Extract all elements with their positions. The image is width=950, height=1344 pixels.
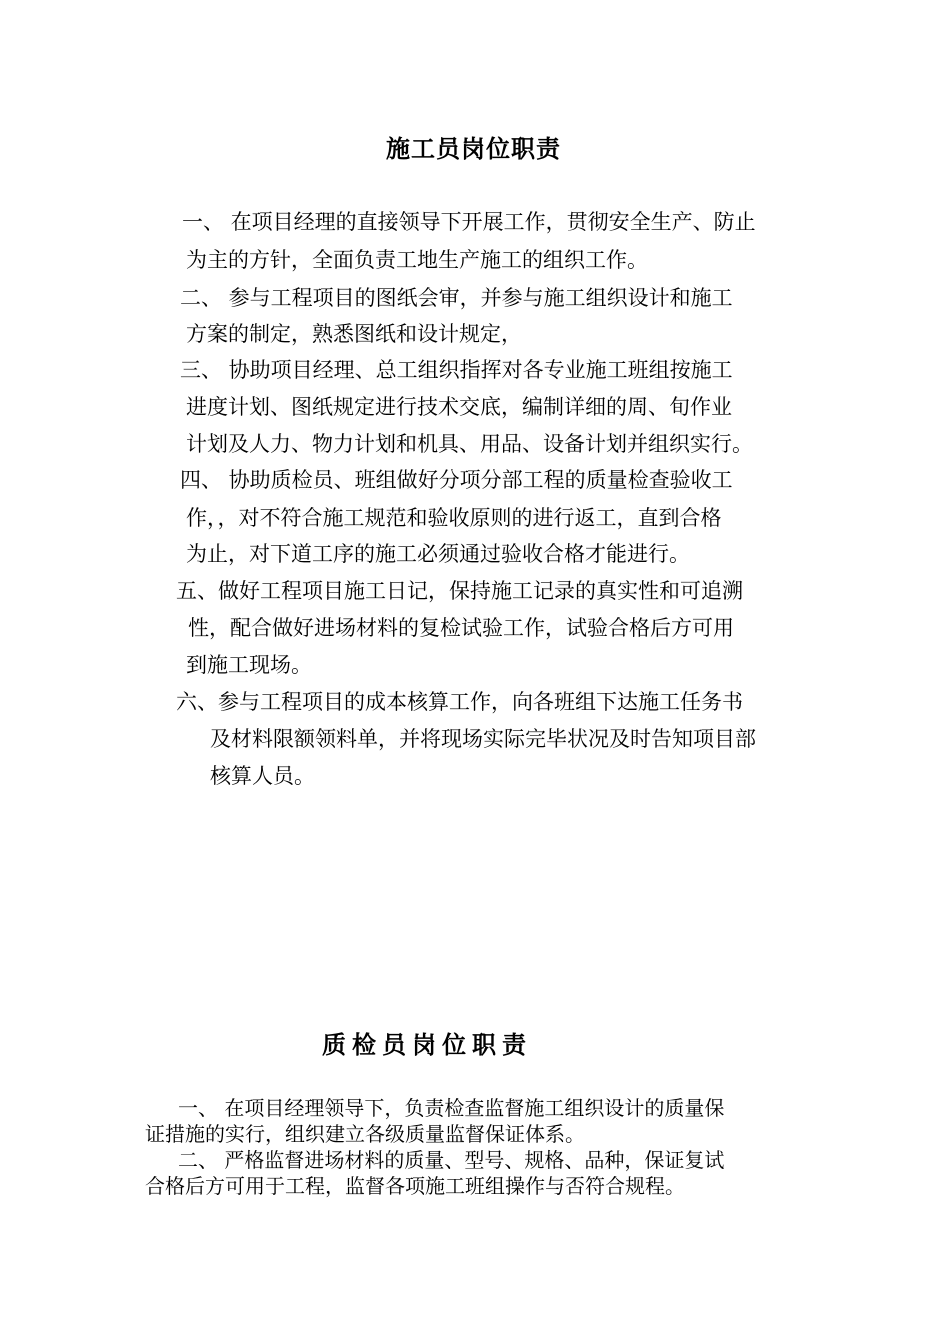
section1-line-9: 作，，对不符合施工规范和验收原则的进行返工，直到合格 <box>186 506 722 530</box>
section1-line-15: 及材料限额领料单，并将现场实际完毕状况及时告知项目部 <box>210 727 756 751</box>
section1-line-13: 到施工现场。 <box>186 653 312 677</box>
section1-line-3: 二、 参与工程项目的图纸会审，并参与施工组织设计和施工 <box>180 286 733 310</box>
section1-line-7: 计划及人力、物力计划和机具、用品、设备计划并组织实行。 <box>186 432 753 456</box>
section1-line-6: 进度计划、图纸规定进行技术交底，编制详细的周、旬作业 <box>186 395 732 419</box>
section1-line-2: 为主的方针，全面负责工地生产施工的组织工作。 <box>186 248 648 272</box>
section1-line-8: 四、 协助质检员、班组做好分项分部工程的质量检查验收工 <box>180 468 733 492</box>
section2-line-2: 证措施的实行，组织建立各级质量监督保证体系。 <box>145 1122 585 1146</box>
section1-line-10: 为止，对下道工序的施工必须通过验收合格才能进行。 <box>186 542 690 566</box>
section2-title: 质检员岗位职责 <box>322 1030 532 1059</box>
section1-line-11: 五、做好工程项目施工日记，保持施工记录的真实性和可追溯 <box>176 579 743 603</box>
section1-line-1: 一、 在项目经理的直接领导下开展工作，贯彻安全生产、防止 <box>182 210 756 234</box>
section2-line-4: 合格后方可用于工程，监督各项施工班组操作与否符合规程。 <box>145 1174 685 1198</box>
section1-title: 施工员岗位职责 <box>386 134 561 163</box>
section1-line-4: 方案的制定，熟悉图纸和设计规定， <box>186 322 522 346</box>
section2-line-1: 一、 在项目经理领导下，负责检查监督施工组织设计的质量保 <box>178 1096 725 1120</box>
section1-line-14: 六、参与工程项目的成本核算工作，向各班组下达施工任务书 <box>176 690 743 714</box>
section1-line-16: 核算人员。 <box>210 764 315 788</box>
section2-line-3: 二、 严格监督进场材料的质量、型号、规格、品种，保证复试 <box>178 1148 725 1172</box>
section1-line-5: 三、 协助项目经理、总工组织指挥对各专业施工班组按施工 <box>180 358 733 382</box>
section1-line-12: 性，配合做好进场材料的复检试验工作，试验合格后方可用 <box>188 616 734 640</box>
